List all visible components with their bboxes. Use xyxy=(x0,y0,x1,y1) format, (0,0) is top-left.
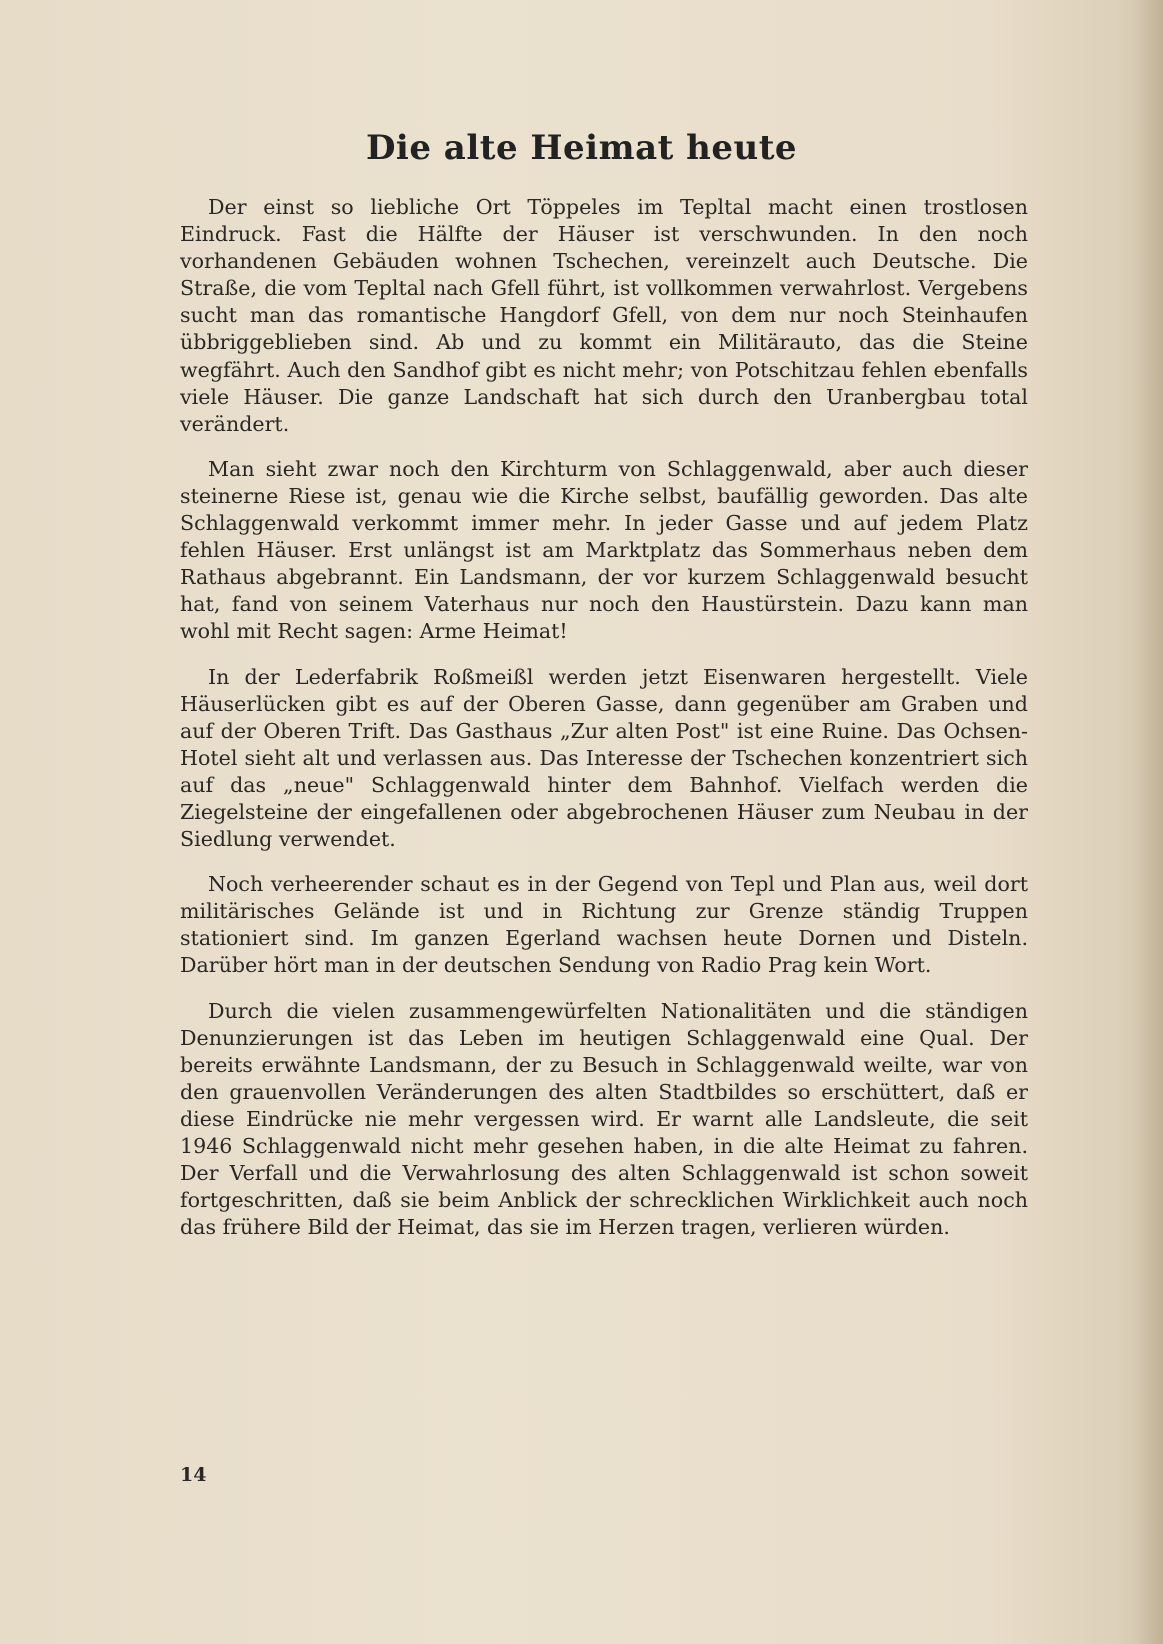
article-body xyxy=(180,194,1028,1241)
paragraph: Noch verheerender schaut es in der Gegend von Tepl und Plan aus, weil dort militärisches Gelände ist und in Richtung zur Grenze ständig Truppen stationiert sind. Im ganzen Egerland wachsen heute Dornen und Disteln. Darüber hört man in der deutschen Sendung von Radio Prag kein Wort. xyxy=(180,872,1028,978)
paragraph: Man sieht zwar noch den Kirchturm von Schlaggenwald, aber auch dieser steinerne Riese ist, genau wie die Kirche selbst, baufällig geworden. Das alte Schlaggenwald verkommt immer mehr. In jeder Gasse und auf jedem Platz fehlen Häuser. Erst unlängst ist am Marktplatz das Sommerhaus neben dem Rathaus abgebrannt. Ein Landsmann, der vor kurzem Schlaggenwald besucht hat, fand von seinem Vaterhaus nur noch den Haustürstein. Dazu kann man wohl mit Recht sagen: Arme Heimat! xyxy=(180,456,1028,644)
paragraph: In der Lederfabrik Roßmeißl werden jetzt Eisenwaren hergestellt. Viele Häuserlücken gibt es auf der Oberen Gasse, dann gegenüber am Graben und auf der Oberen Trift. Das Gasthaus „Zur alten Post" ist eine Ruine. Das Ochsen-Hotel sieht alt und verlassen aus. Das Interesse der Tschechen konzentriert sich auf das „neue" Schlaggenwald hinter dem Bahnhof. Vielfach werden die Ziegelsteine der eingefallenen oder abgebrochenen Häuser zum Neubau in der Siedlung verwendet. xyxy=(180,664,1028,852)
paragraph: Durch die vielen zusammengewürfelten Nationalitäten und die ständigen Denunzierungen ist das Leben im heutigen Schlaggenwald eine Qual. Der bereits erwähnte Landsmann, der zu Besuch in Schlaggenwald weilte, war von den grauenvollen Veränderungen des alten Stadtbildes so erschüttert, daß er diese Eindrücke nie mehr vergessen wird. Er warnt alle Landsleute, die seit 1946 Schlaggenwald nicht mehr gesehen haben, in die alte Heimat zu fahren. Der Verfall und die Verwahrlosung des alten Schlaggenwald ist schon soweit fortgeschritten, daß sie beim Anblick der schrecklichen Wirklichkeit auch noch das frühere Bild der Heimat, das sie im Herzen tragen, verlieren würden. xyxy=(180,998,1028,1240)
page-title: Die alte Heimat heute xyxy=(365,128,798,168)
page-number: 14 xyxy=(180,1464,207,1486)
paragraph: Der einst so liebliche Ort Töppeles im Tepltal macht einen trostlosen Eindruck. Fast die Hälfte der Häuser ist verschwunden. In den noch vorhandenen Gebäuden wohnen Tschechen, vereinzelt auch Deutsche. Die Straße, die vom Tepltal nach Gfell führt, ist vollkommen verwahrlost. Vergebens sucht man das romantische Hangdorf Gfell, von dem nur noch Steinhaufen übbriggeblieben sind. Ab und zu kommt ein Militärauto, das die Steine wegfährt. Auch den Sandhof gibt es nicht mehr; von Potschitzau fehlen ebenfalls viele Häuser. Die ganze Landschaft hat sich durch den Uranbergbau total verändert. xyxy=(180,195,1028,436)
